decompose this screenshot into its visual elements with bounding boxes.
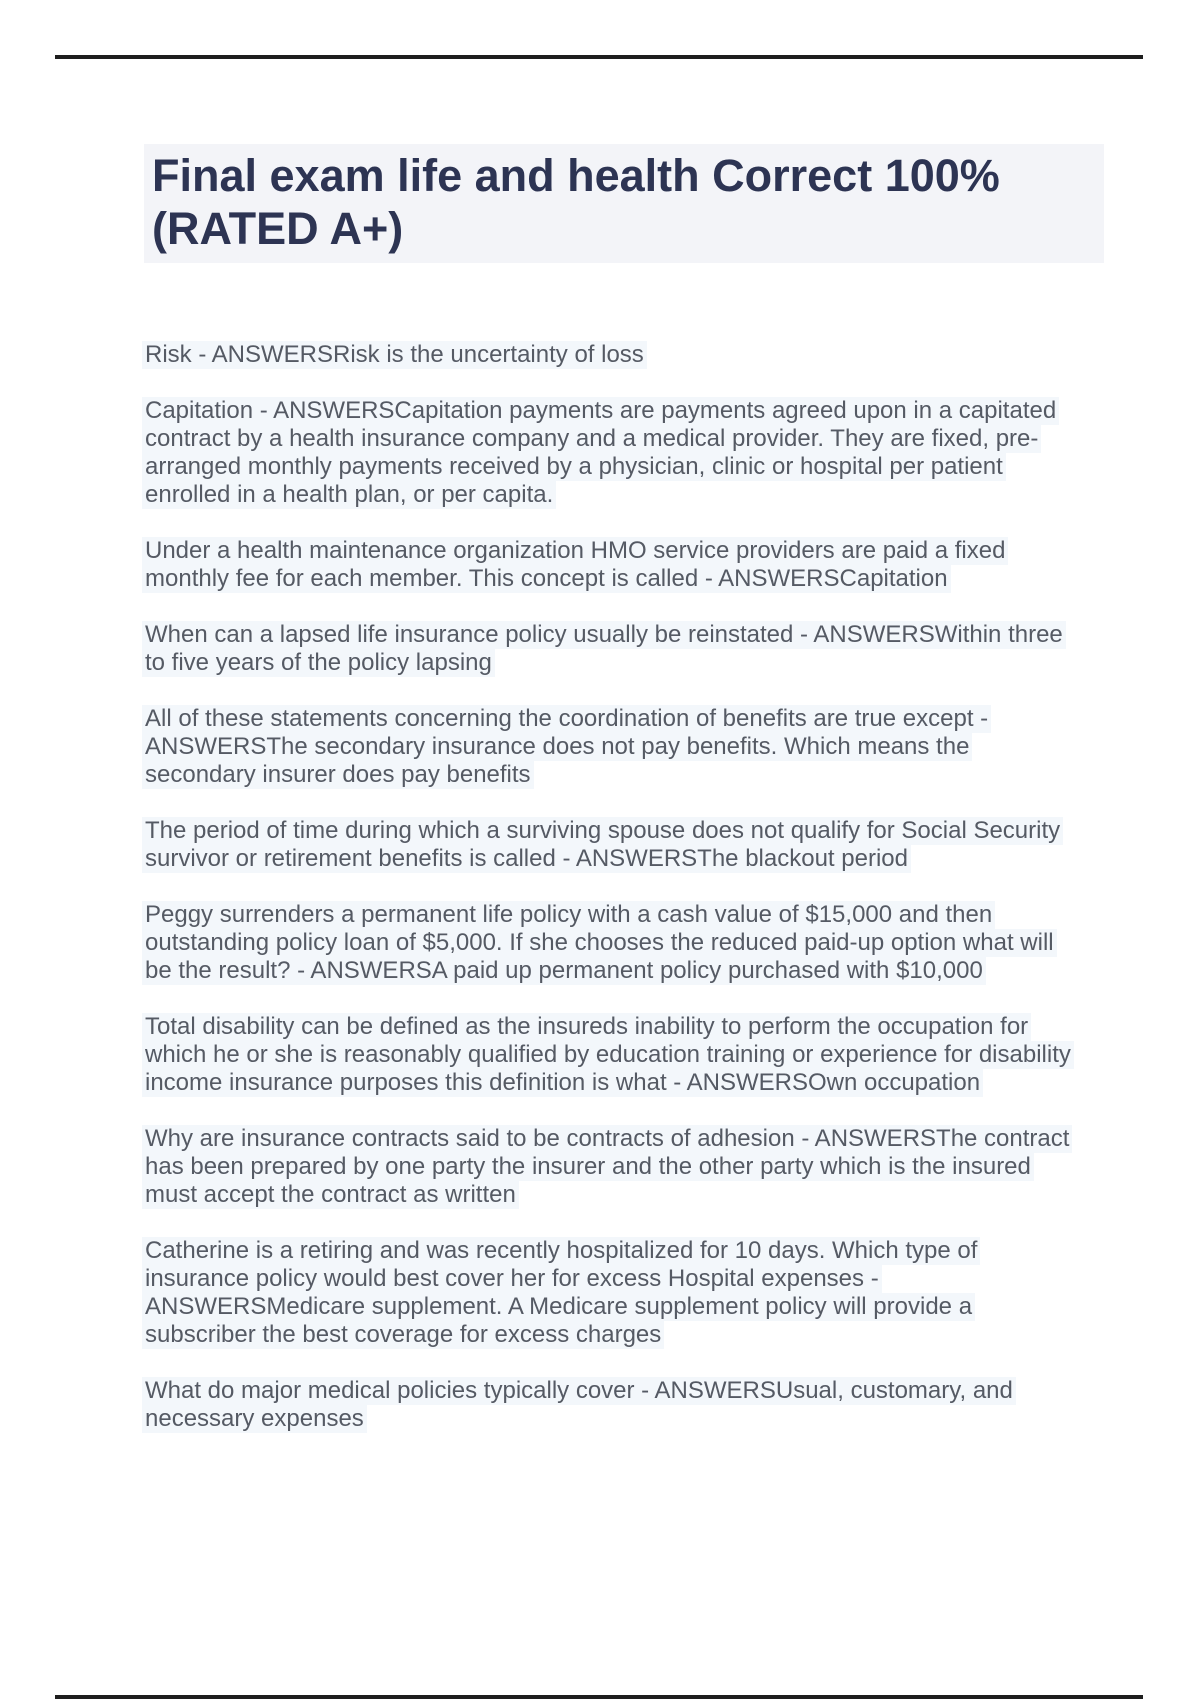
document-body — [142, 341, 1077, 1461]
paragraph-text: When can a lapsed life insurance policy usually be reinstated - ANSWERSWithin three to five years of the policy lapsing — [142, 621, 1066, 677]
bottom-rule — [55, 1695, 1143, 1699]
paragraph-text: Capitation - ANSWERSCapitation payments are payments agreed upon in a capitated contract by a health insurance company and a medical provider. They are fixed, pre-arranged monthly payments received by a physician, clinic or hospital per patient enrolled in a health plan, or per capita. — [142, 397, 1059, 509]
paragraph-text: Total disability can be defined as the insureds inability to perform the occupation for which he or she is reasonably qualified by education training or experience for disability income insurance purposes this definition is what - ANSWERSOwn occupation — [142, 1013, 1074, 1097]
document-title: Final exam life and health Correct 100% (RATED A+) — [144, 144, 1104, 263]
paragraph-text: Under a health maintenance organization HMO service providers are paid a fixed monthly fee for each member. This concept is called - ANSWERSCapitation — [142, 537, 1008, 593]
qa-paragraph — [142, 901, 1077, 985]
qa-paragraph — [142, 621, 1077, 677]
qa-paragraph — [142, 1377, 1077, 1433]
paragraph-text: What do major medical policies typically cover - ANSWERSUsual, customary, and necessary expenses — [142, 1377, 1016, 1433]
paragraph-text: The period of time during which a surviving spouse does not qualify for Social Security survivor or retirement benefits is called - ANSWERSThe blackout period — [142, 817, 1063, 873]
paragraph-text: Catherine is a retiring and was recently hospitalized for 10 days. Which type of insurance policy would best cover her for excess Hospital expenses - ANSWERSMedicare supplement. A Medicare supplement policy will provide a subscriber the best coverage for excess charges — [142, 1237, 980, 1349]
qa-paragraph — [142, 397, 1077, 509]
paragraph-text: Peggy surrenders a permanent life policy with a cash value of $15,000 and then outstanding policy loan of $5,000. If she chooses the reduced paid-up option what will be the result? - ANSWERSA paid up permanent policy purchased with $10,000 — [142, 901, 1057, 985]
qa-paragraph — [142, 537, 1077, 593]
qa-paragraph — [142, 1125, 1077, 1209]
qa-paragraph — [142, 705, 1077, 789]
qa-paragraph — [142, 817, 1077, 873]
paragraph-text: Risk - ANSWERSRisk is the uncertainty of loss — [142, 341, 647, 369]
qa-paragraph — [142, 1013, 1077, 1097]
paragraph-text: Why are insurance contracts said to be contracts of adhesion - ANSWERSThe contract has been prepared by one party the insurer and the other party which is the insured must accept the contract as written — [142, 1125, 1072, 1209]
top-rule — [55, 55, 1143, 59]
qa-paragraph — [142, 1237, 1077, 1349]
qa-paragraph — [142, 341, 1077, 369]
paragraph-text: All of these statements concerning the coordination of benefits are true except - ANSWERSThe secondary insurance does not pay benefits. Which means the secondary insurer does pay benefits — [142, 705, 991, 789]
